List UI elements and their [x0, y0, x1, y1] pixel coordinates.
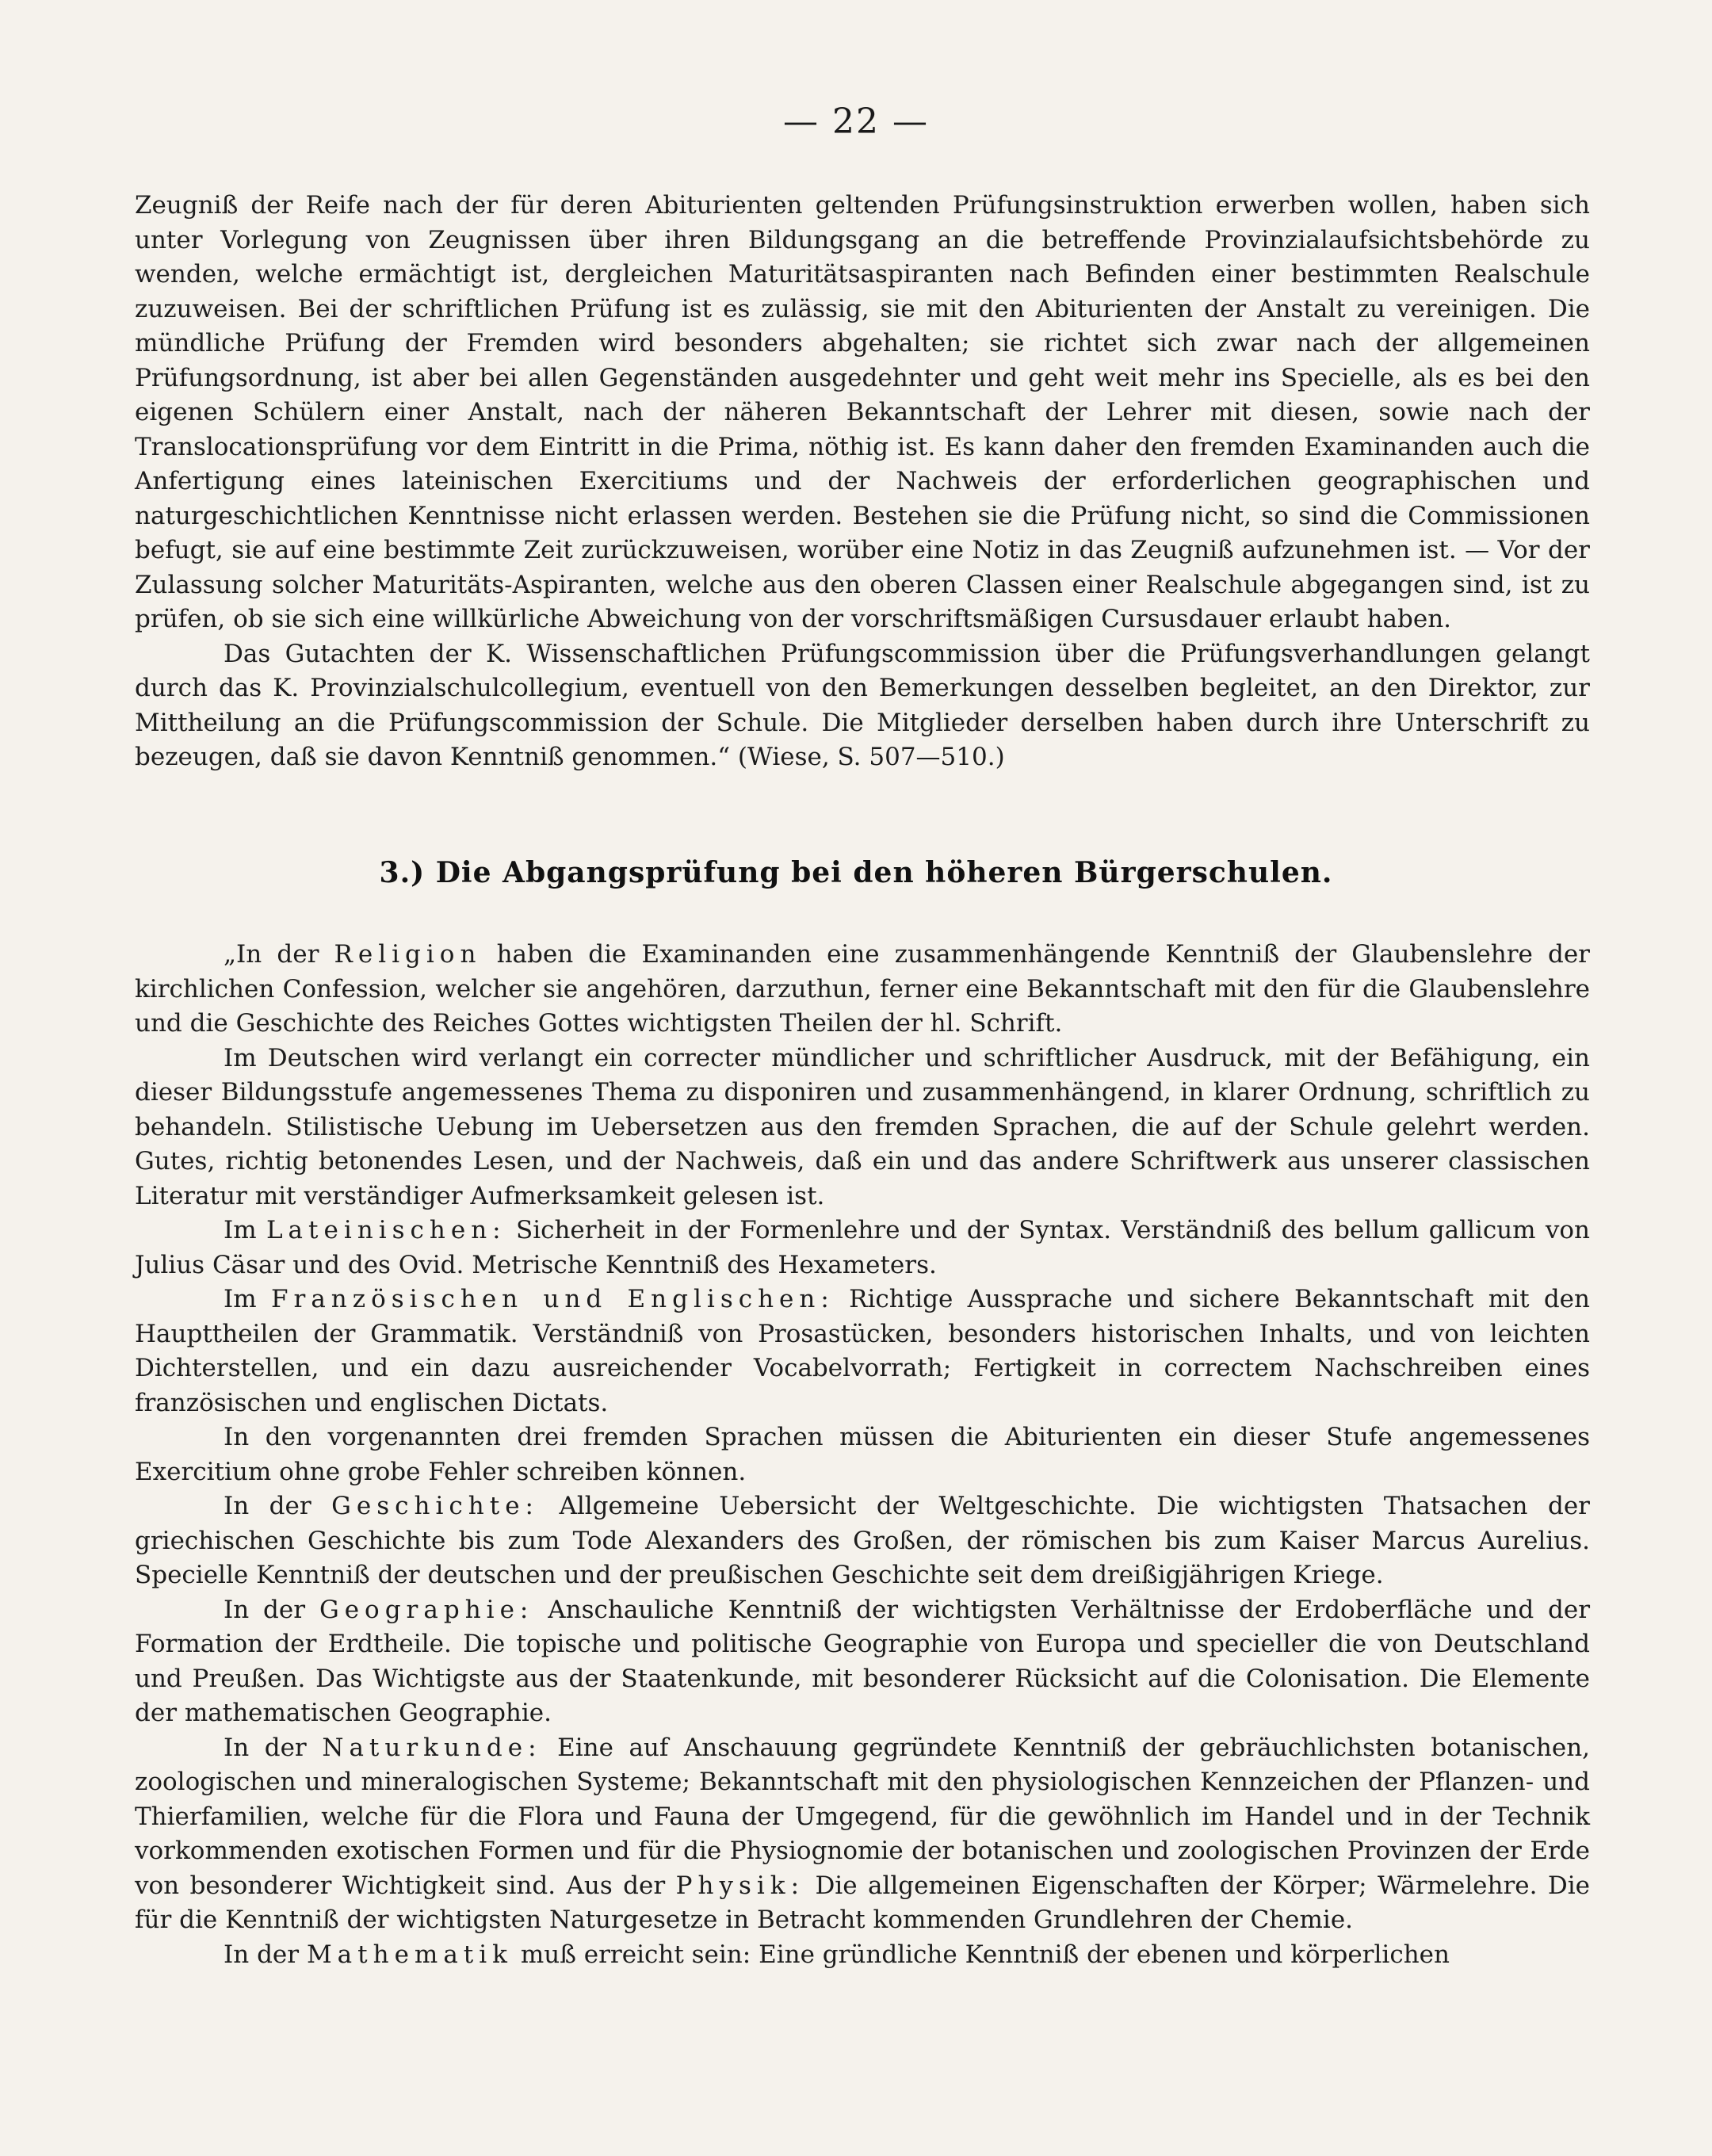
- paragraph-fremde-sprachen: In den vorgenannten drei fremden Sprachen müssen die Abiturienten ein dieser Stufe angemessenes Exercitium ohne grobe Fehler schreiben können.: [135, 1423, 1590, 1486]
- subject-term-geschichte: Geschichte:: [331, 1492, 539, 1520]
- physik-text: Die allgemeinen Eigenschaften der Körper; Wärmelehre. Die für die Kenntniß der wichtigsten Naturgesetze in Betracht kommenden Grundlehren der Chemie.: [135, 1871, 1591, 1934]
- subject-term-latein: Lateinischen:: [266, 1216, 506, 1244]
- subject-term-franzoesisch-englisch: Französischen und Englischen:: [270, 1285, 835, 1313]
- geo-lead: In der: [224, 1595, 306, 1624]
- religion-lead: „In der: [224, 940, 319, 969]
- paragraph-franzoesisch-englisch: [135, 1283, 1590, 1420]
- franz-text: Richtige Aussprache und sichere Bekanntschaft mit den Haupttheilen der Grammatik. Verständniß von Prosastücken, besonders historischen Inhalts, und von leichten Dichterstellen, und ein dazu ausreichender Vocabelvorrath; Fertigkeit in correctem Nachschreiben eines französischen und englischen Dictats.: [135, 1285, 1590, 1417]
- section-subject-requirements: [135, 938, 1590, 1972]
- paragraph-latein: [135, 1214, 1590, 1283]
- physik-lead: Aus der: [566, 1871, 666, 1900]
- gesch-lead: In der: [224, 1492, 311, 1520]
- franz-lead: Im: [224, 1285, 257, 1313]
- page-number: — 22 —: [783, 101, 929, 142]
- section-exam-regulations-text: [135, 189, 1590, 775]
- subject-term-religion: Religion: [334, 940, 482, 969]
- subject-term-physik: Physik:: [675, 1871, 805, 1900]
- paragraph-deutsch: Im Deutschen wird verlangt ein correcter mündlicher und schriftlicher Ausdruck, mit der Befähigung, ein dieser Bildungsstufe angemessenes Thema zu disponiren und zusammenhängend, in klarer Ordnung, schriftlich zu behandeln. Stilistische Uebung im Uebersetzen aus den fremden Sprachen, die auf der Schule gelehrt werden. Gutes, richtig betonendes Lesen, und der Nachweis, daß ein und das andere Schriftwerk aus unserer classischen Literatur mit verständiger Aufmerksamkeit gelesen ist.: [135, 1043, 1590, 1210]
- geo-text: Anschauliche Kenntniß der wichtigsten Verhältnisse der Erdoberfläche und der Formation der Erdtheile. Die topische und politische Geographie von Europa und specieller die von Deutschland und Preußen. Das Wichtigste aus der Staatenkunde, mit besonderer Rücksicht auf die Colonisation. Die Elemente der mathematischen Geographie.: [135, 1595, 1591, 1727]
- latein-lead: Im: [224, 1216, 257, 1244]
- paragraph-geographie: [135, 1593, 1590, 1731]
- subject-term-geographie: Geographie:: [319, 1595, 534, 1624]
- paragraph-external-candidates: Zeugniß der Reife nach der für deren Abiturienten geltenden Prüfungsinstruktion erwerben wollen, haben sich unter Vorlegung von Zeugnissen über ihren Bildungsgang an die betreffende Provinzialaufsichtsbehörde zu wenden, welche ermächtigt ist, dergleichen Maturitätsaspiranten nach Befinden einer bestimmten Realschule zuzuweisen. Bei der schriftlichen Prüfung ist es zulässig, sie mit den Abiturienten der Anstalt zu vereinigen. Die mündliche Prüfung der Fremden wird besonders abgehalten; sie richtet sich zwar nach der allgemeinen Prüfungsordnung, ist aber bei allen Gegenständen ausgedehnter und geht weit mehr ins Specielle, als es bei den eigenen Schülern einer Anstalt, nach der näheren Bekanntschaft der Lehrer mit diesen, sowie nach der Translocationsprüfung vor dem Eintritt in die Prima, nöthig ist. Es kann daher den fremden Examinanden auch die Anfertigung eines lateinischen Exercitiums und der Nachweis der erforderlichen geographischen und naturgeschichtlichen Kenntnisse nicht erlassen werden. Bestehen sie die Prüfung nicht, so sind die Commissionen befugt, sie auf eine bestimmte Zeit zurückzuweisen, worüber eine Notiz in das Zeugniß aufzunehmen ist. — Vor der Zulassung solcher Maturitäts-Aspiranten, welche aus den oberen Classen einer Realschule abgegangen sind, ist zu prüfen, ob sie sich eine willkürliche Abweichung von der vorschriftsmäßigen Cursusdauer erlaubt haben.: [135, 191, 1590, 633]
- paragraph-naturkunde: [135, 1731, 1590, 1938]
- natur-text: Eine auf Anschauung gegründete Kenntniß der gebräuchlichsten botanischen, zoologischen und mineralogischen Systeme; Bekanntschaft mit den physiologischen Kennzeichen der Pflanzen- und Thierfamilien, welche für die Flora und Fauna der Umgegend, für die gewöhnlich im Handel und in der Technik vorkommenden exotischen Formen und für die Physiognomie der botanischen und zoologischen Provinzen der Erde von besonderer Wichtigkeit sind.: [135, 1733, 1591, 1900]
- religion-text: haben die Examinanden eine zusammenhängende Kenntniß der Glaubenslehre der kirchlichen Confession, welcher sie angehören, darzuthun, ferner eine Bekanntschaft mit den für die Glaubenslehre und die Geschichte des Reiches Gottes wichtigsten Theilen der hl. Schrift.: [135, 940, 1591, 1038]
- latein-text: Sicherheit in der Formenlehre und der Syntax. Verständniß des bellum gallicum von Julius Cäsar und des Ovid. Metrische Kenntniß des Hexameters.: [135, 1216, 1590, 1279]
- paragraph-mathematik: [135, 1938, 1590, 1973]
- section-heading: 3.) Die Abgangsprüfung bei den höheren Bürgerschulen.: [379, 856, 1333, 889]
- paragraph-religion: [135, 938, 1590, 1042]
- paragraph-commission-report: Das Gutachten der K. Wissenschaftlichen Prüfungscommission über die Prüfungsverhandlungen gelangt durch das K. Provinzialschulcollegium, eventuell von den Bemerkungen desselben begleitet, an den Direktor, zur Mittheilung an die Prüfungscommission der Schule. Die Mitglieder derselben haben durch ihre Unterschrift zu bezeugen, daß sie davon Kenntniß genommen.“ (Wiese, S. 507—510.): [135, 639, 1590, 771]
- paragraph-geschichte: [135, 1489, 1590, 1593]
- gesch-text: Allgemeine Uebersicht der Weltgeschichte. Die wichtigsten Thatsachen der griechischen Geschichte bis zum Tode Alexanders des Großen, der römischen bis zum Kaiser Marcus Aurelius. Specielle Kenntniß der deutschen und der preußischen Geschichte seit dem dreißigjährigen Kriege.: [135, 1492, 1590, 1589]
- subject-term-naturkunde: Naturkunde:: [322, 1733, 542, 1762]
- subject-term-mathematik: Mathematik: [306, 1940, 513, 1969]
- mathe-lead: In der: [224, 1940, 300, 1969]
- mathe-text: muß erreicht sein: Eine gründliche Kenntniß der ebenen und körperlichen: [520, 1940, 1450, 1969]
- natur-lead: In der: [224, 1733, 307, 1762]
